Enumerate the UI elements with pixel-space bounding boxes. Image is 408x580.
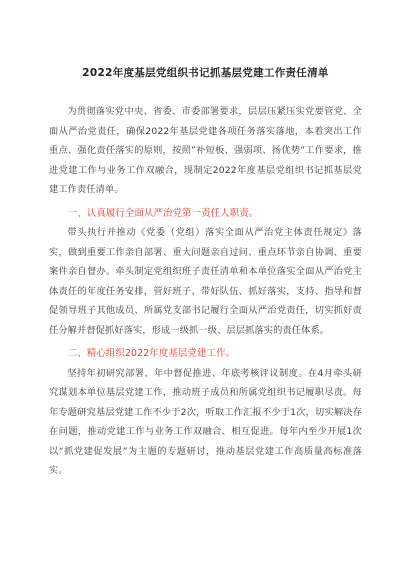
section-body-2: 坚持年初研究部署、年中督促推进、年底考核评议制度。在4月牵头研究谋划本单位基层党建工作，推动班子成员和所属党组织书记履职尽责。每年专题研究基层党建工作不少于2次，听取工作汇报不少于1次，切实解决存在问题，推动党建工作与业务工作双融合、相互促进。每年内至少开展1次以“抓党建促发展”为主题的专题研讨，推动基层党建工作高质量高标准落实。 [49, 367, 362, 476]
intro-paragraph: 为贯彻落实党中央、省委、市委部署要求，层层压紧压实党要管党、全面从严治党责任，确保2022年基层党建各项任务落实落地，本着突出工作重点、强化责任落实的原则，按照”补短板、强弱项、扬优势”工作要求，推进党建工作与业务工作双融合，现制定2022年度基层党组织书记抓基层党建工作责任清单。 [49, 106, 362, 195]
section-heading-1: 一、认真履行全面从严治党第一责任人职责。 [67, 207, 259, 219]
section-body-1: 带头执行并推动《党委（党组）落实全面从严治党主体责任规定》落实，做到重要工作亲自部署、重大问题亲自过问、重点环节亲自协调、重要案件亲自督办。牵头制定党组织班子责任清单和本单位落实全面从严治党主体责任的年度任务安排，管好班子、带好队伍、抓好落实，支持、指导和督促领导班子其他成员、所属党支部书记履行全面从严治党责任，切实抓好责任分解并督促抓好落实，形成一级抓一级、层层抓落实的责任体系。 [49, 227, 362, 336]
section-heading-2: 二、精心组织2022年度基层党建工作。 [67, 348, 236, 359]
document-title: 2022年度基层党组织书记抓基层党建工作责任清单 [82, 67, 329, 79]
